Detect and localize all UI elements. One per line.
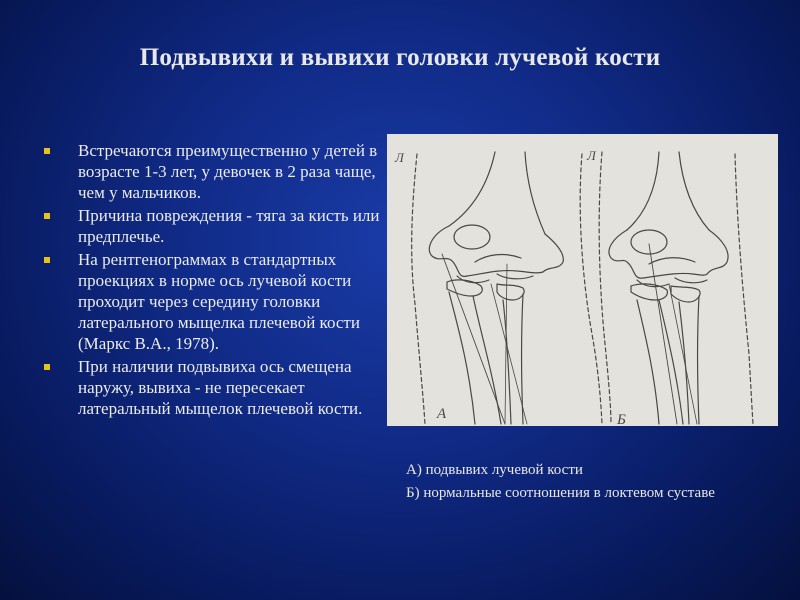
elbow-xray-drawing <box>387 134 778 426</box>
caption-line-a: А) подвывих лучевой кости <box>406 462 583 478</box>
panel-b-label: Б <box>617 412 626 426</box>
slide-title: Подвывихи и вывихи головки лучевой кости <box>139 44 661 71</box>
bullet-text: Встречаются преимущественно у детей в возрасте 1-3 лет, у девочек в 2 раза чаще, чем у мальчиков. <box>78 141 378 202</box>
bullet-item <box>44 205 389 247</box>
bullet-square-icon <box>44 148 50 154</box>
bullet-text: При наличии подвывиха ось смещена наружу, вывиха - не пересекает латеральный мыщелок плечевой кости. <box>78 357 363 418</box>
bullet-text: Причина повреждения - тяга за кисть или предплечье. <box>78 206 380 246</box>
bullet-item <box>44 140 389 203</box>
bullet-square-icon <box>44 257 50 263</box>
side-marker-b: Л <box>587 148 596 163</box>
caption-line-b: Б) нормальные соотношения в локтевом суставе <box>406 485 715 501</box>
bullet-item <box>44 249 389 354</box>
panel-a-label: А <box>437 406 447 422</box>
bullet-list <box>44 140 389 421</box>
side-marker-a: Л <box>395 150 404 165</box>
bullet-text: На рентгенограммах в стандартных проекциях в норме ось лучевой кости проходит через середину головки латерального мыщелка плечевой кости (Маркс В.А., 1978). <box>78 250 360 353</box>
bullet-square-icon <box>44 364 50 370</box>
bullet-item <box>44 356 389 419</box>
bullet-square-icon <box>44 213 50 219</box>
figure-caption <box>406 459 776 505</box>
elbow-drawing-svg <box>387 134 778 426</box>
